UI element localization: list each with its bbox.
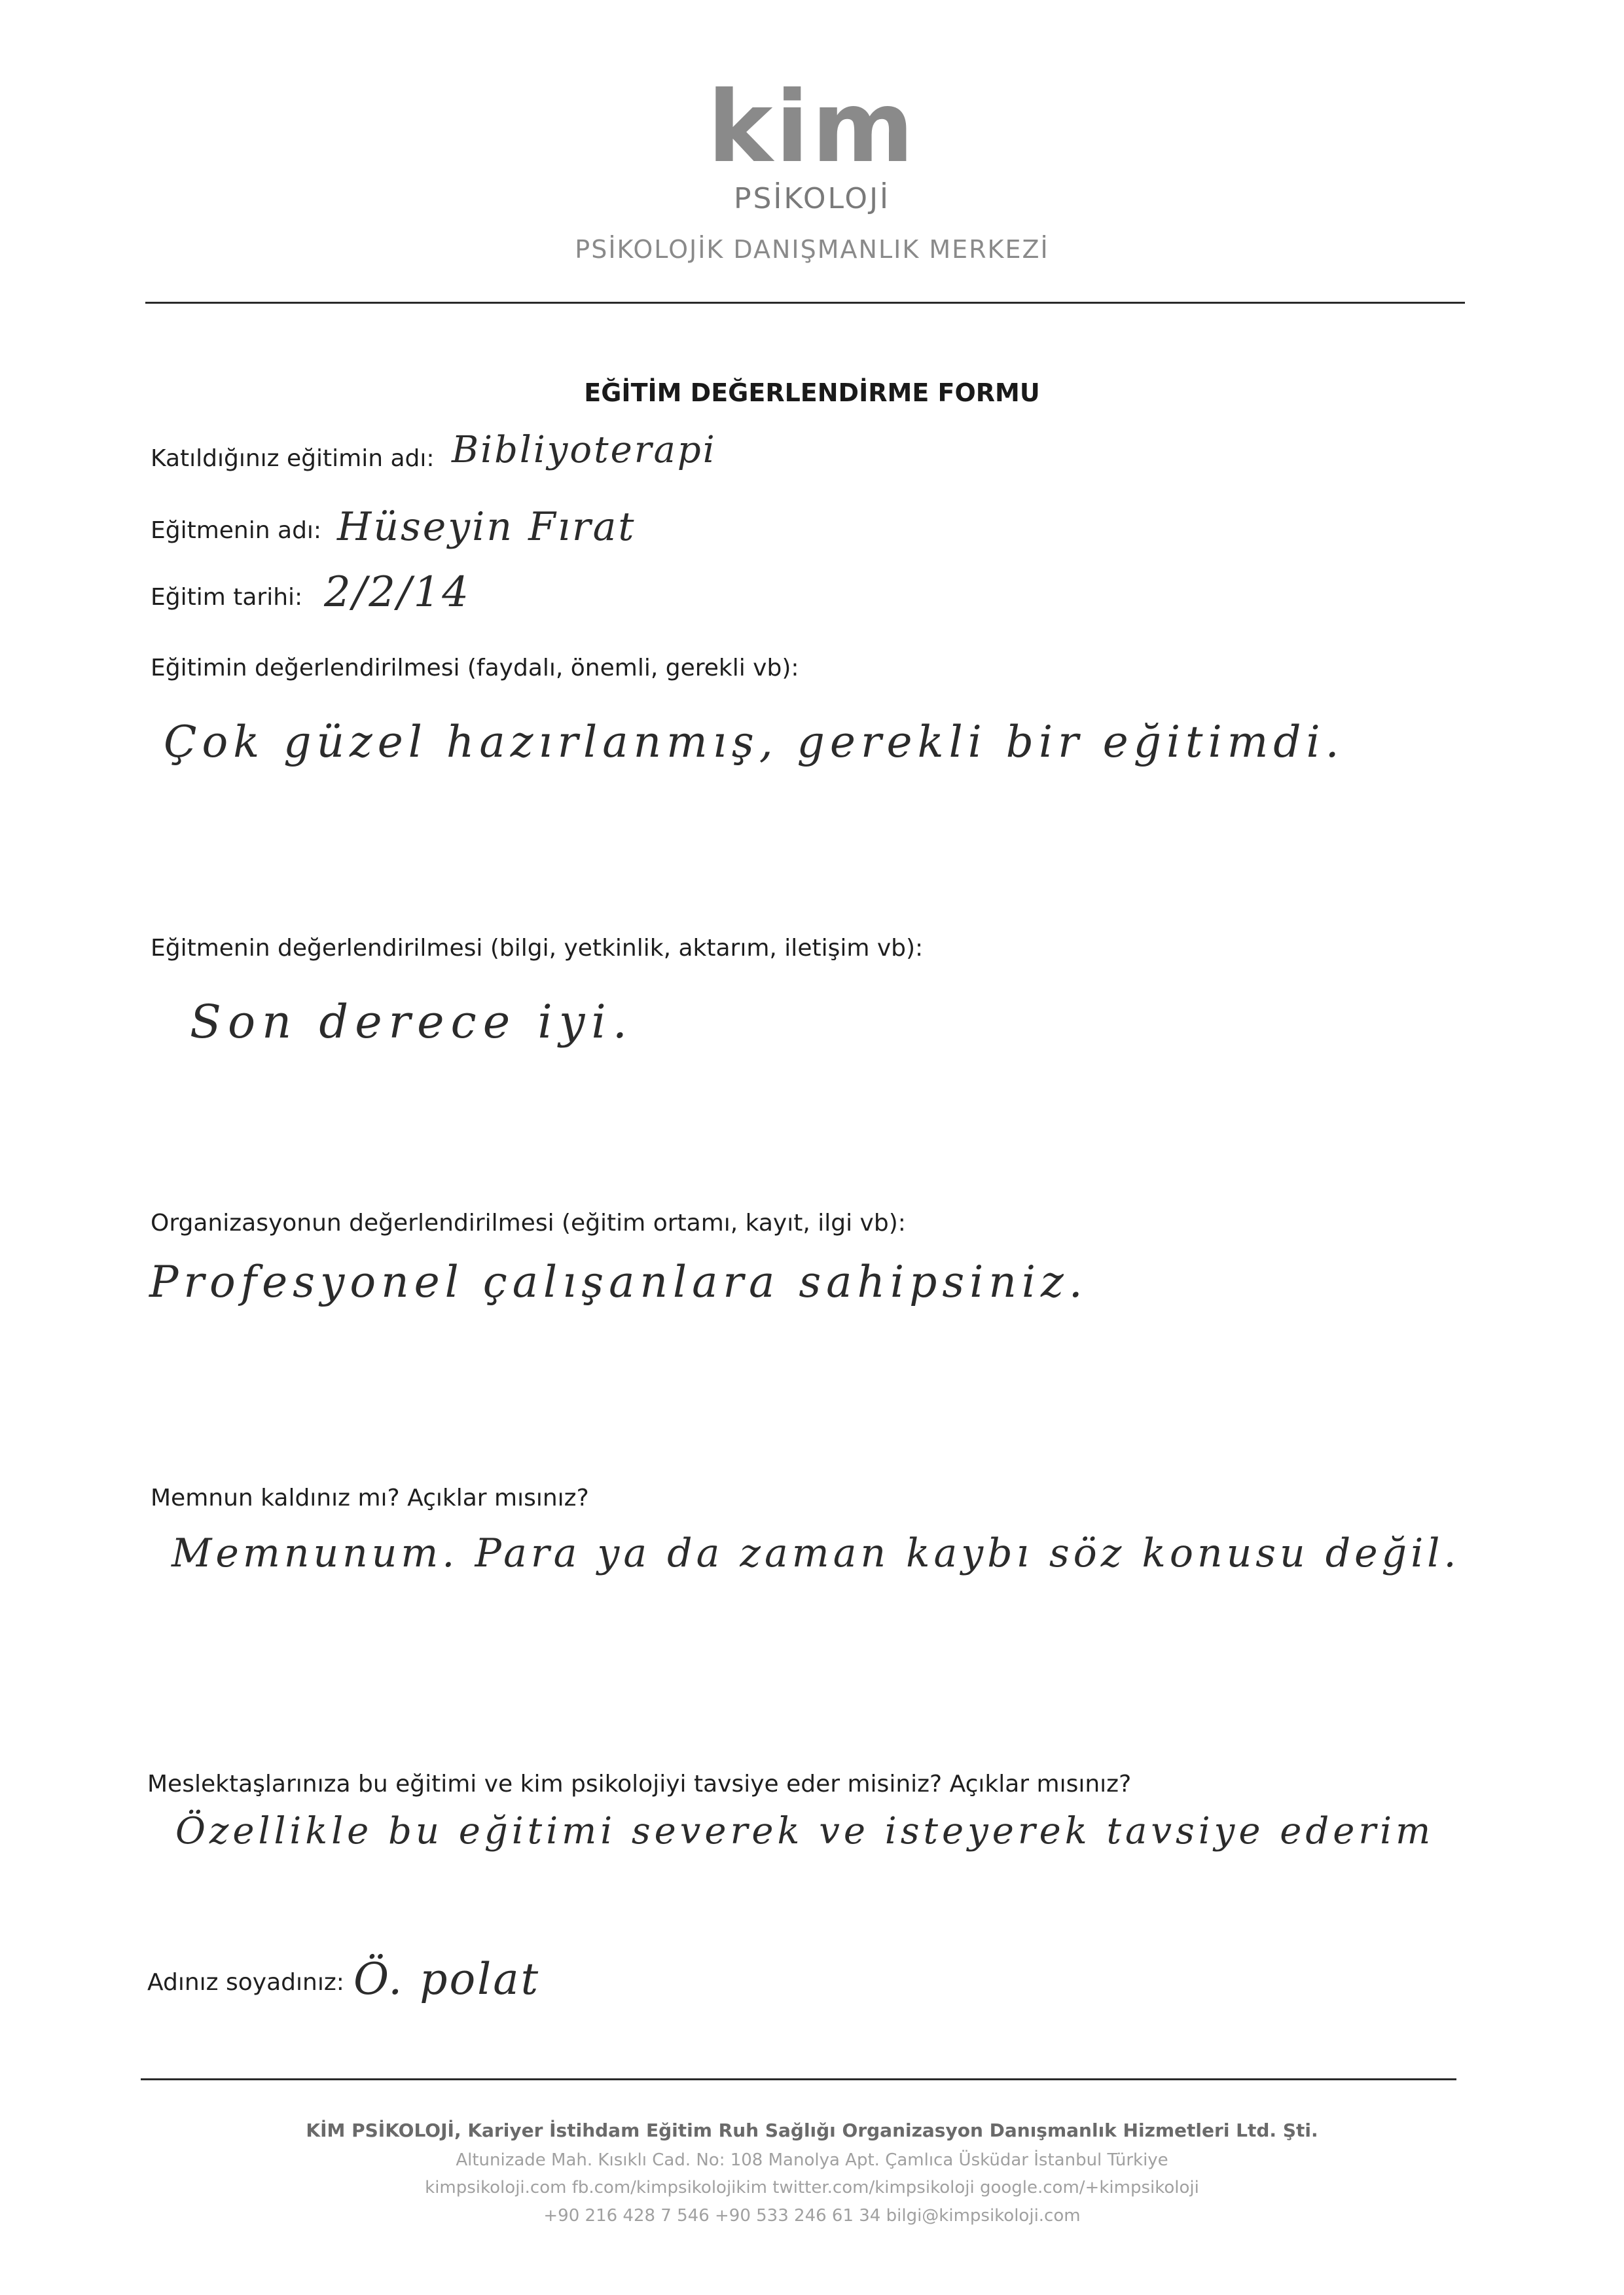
training-date-answer: 2/2/14 — [324, 568, 471, 617]
form-title: EĞİTİM DEĞERLENDİRME FORMU — [584, 378, 1040, 407]
question-trainer-label: Eğitmenin değerlendirilmesi (bilgi, yetkinlik, aktarım, iletişim vb): — [151, 935, 924, 962]
trainer-name-answer: Hüseyin Fırat — [337, 504, 636, 550]
footer-web: kimpsikoloji.com fb.com/kimpsikolojikim twitter.com/kimpsikoloji google.com/+kimpsikoloji — [425, 2178, 1199, 2197]
footer-address: Altunizade Mah. Kısıklı Cad. No: 108 Manolya Apt. Çamlıca Üsküdar İstanbul Türkiye — [456, 2150, 1168, 2170]
logo-word: PSİKOLOJİ — [733, 182, 891, 215]
question-trainer-answer: Son derece iyi. — [190, 995, 634, 1049]
header-divider — [145, 302, 1465, 304]
question-recommend-label: Meslektaşlarınıza bu eğitimi ve kim psikolojiyi tavsiye eder misiniz? Açıklar mısınız? — [147, 1771, 1132, 1798]
name-answer: Ö. polat — [353, 1954, 541, 2004]
training-date-label: Eğitim tarihi: — [151, 584, 303, 611]
question-training-label: Eğitimin değerlendirilmesi (faydalı, önemli, gerekli vb): — [151, 655, 799, 681]
name-label: Adınız soyadınız: — [147, 1969, 344, 1996]
logo-mark: kim — [707, 71, 917, 185]
question-training-answer: Çok güzel hazırlanmış, gerekli bir eğitimdi. — [164, 717, 1344, 767]
trainer-name-label: Eğitmenin adı: — [151, 517, 322, 544]
question-organization-label: Organizasyonun değerlendirilmesi (eğitim ortamı, kayıt, ilgi vb): — [151, 1210, 906, 1237]
training-name-answer: Bibliyoterapi — [452, 429, 717, 471]
footer-divider — [141, 2078, 1456, 2080]
question-organization-answer: Profesyonel çalışanlara sahipsiniz. — [149, 1257, 1088, 1307]
question-recommend-answer: Özellikle bu eğitimi severek ve isteyerek tavsiye ederim — [175, 1810, 1435, 1852]
question-satisfaction-label: Memnun kaldınız mı? Açıklar mısınız? — [151, 1485, 589, 1511]
header-logo — [0, 71, 1624, 264]
footer-company: KİM PSİKOLOJİ, Kariyer İstihdam Eğitim Ruh Sağlığı Organizasyon Danışmanlık Hizmetleri Ltd. Şti. — [306, 2120, 1318, 2141]
question-satisfaction-answer: Memnunum. Para ya da zaman kaybı söz konusu değil. — [171, 1530, 1460, 1576]
training-name-label: Katıldığınız eğitimin adı: — [151, 445, 435, 472]
header-subtitle: PSİKOLOJİK DANIŞMANLIK MERKEZİ — [575, 235, 1049, 264]
footer-contact: +90 216 428 7 546 +90 533 246 61 34 bilgi@kimpsikoloji.com — [543, 2206, 1081, 2226]
